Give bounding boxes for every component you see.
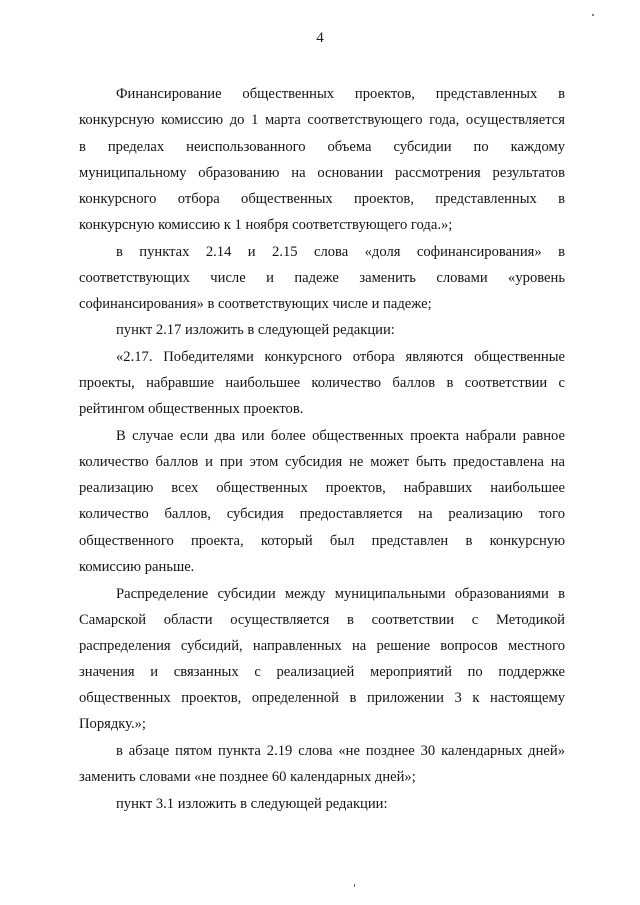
text-line: пункт 3.1 изложить в следующей редакции: (116, 796, 388, 812)
text-line: муниципальному образованию на основании рассмотрения результатов (79, 165, 565, 181)
text-line: софинансирования» в соответствующих числе и падеже; (79, 296, 432, 312)
text-line: Распределение субсидии между муниципальными образованиями в (116, 586, 565, 602)
text-line: конкурсную комиссию к 1 ноября соответствующего года.»; (79, 217, 453, 233)
text-line: «2.17. Победителями конкурсного отбора являются общественные (116, 349, 565, 365)
text-line: конкурсную комиссию до 1 марта соответствующего года, осуществляется (79, 112, 565, 128)
text-line: в пунктах 2.14 и 2.15 слова «доля софинансирования» в (116, 244, 565, 260)
scan-speck (354, 884, 355, 887)
scan-speck (592, 14, 594, 16)
text-line: в абзаце пятом пункта 2.19 слова «не позднее 30 календарных дней» (116, 743, 565, 759)
text-line: реализацию всех общественных проектов, набравших наибольшее (79, 480, 565, 496)
text-line: проекты, набравшие наибольшее количество баллов в соответствии с (79, 375, 565, 391)
text-line: рейтингом общественных проектов. (79, 401, 304, 417)
text-line: общественного проекта, который был представлен в конкурсную (79, 533, 565, 549)
text-line: количество баллов, субсидия предоставляется на реализацию того (79, 506, 565, 522)
text-line: в пределах неиспользованного объема субсидии по каждому (79, 139, 565, 155)
text-line: конкурсного отбора общественных проектов, представленных в (79, 191, 565, 207)
text-line: заменить словами «не позднее 60 календарных дней»; (79, 769, 416, 785)
text-line: пункт 2.17 изложить в следующей редакции: (116, 322, 395, 338)
text-line: Самарской области осуществляется в соответствии с Методикой (79, 612, 565, 628)
text-line: общественных проектов, определенной в приложении 3 к настоящему (79, 690, 565, 706)
text-line: значения и связанных с реализацией мероприятий по поддержке (79, 664, 565, 680)
text-line: распределения субсидий, направленных на решение вопросов местного (79, 638, 565, 654)
text-line: Финансирование общественных проектов, представленных в (116, 86, 565, 102)
text-line: количество баллов и при этом субсидия не может быть предоставлена на (79, 454, 565, 470)
text-line: Порядку.»; (79, 716, 146, 732)
text-line: В случае если два или более общественных проекта набрали равное (116, 428, 565, 444)
page-number: 4 (316, 30, 324, 46)
text-line: соответствующих числе и падеже заменить словами «уровень (79, 270, 565, 286)
text-line: комиссию раньше. (79, 559, 195, 575)
